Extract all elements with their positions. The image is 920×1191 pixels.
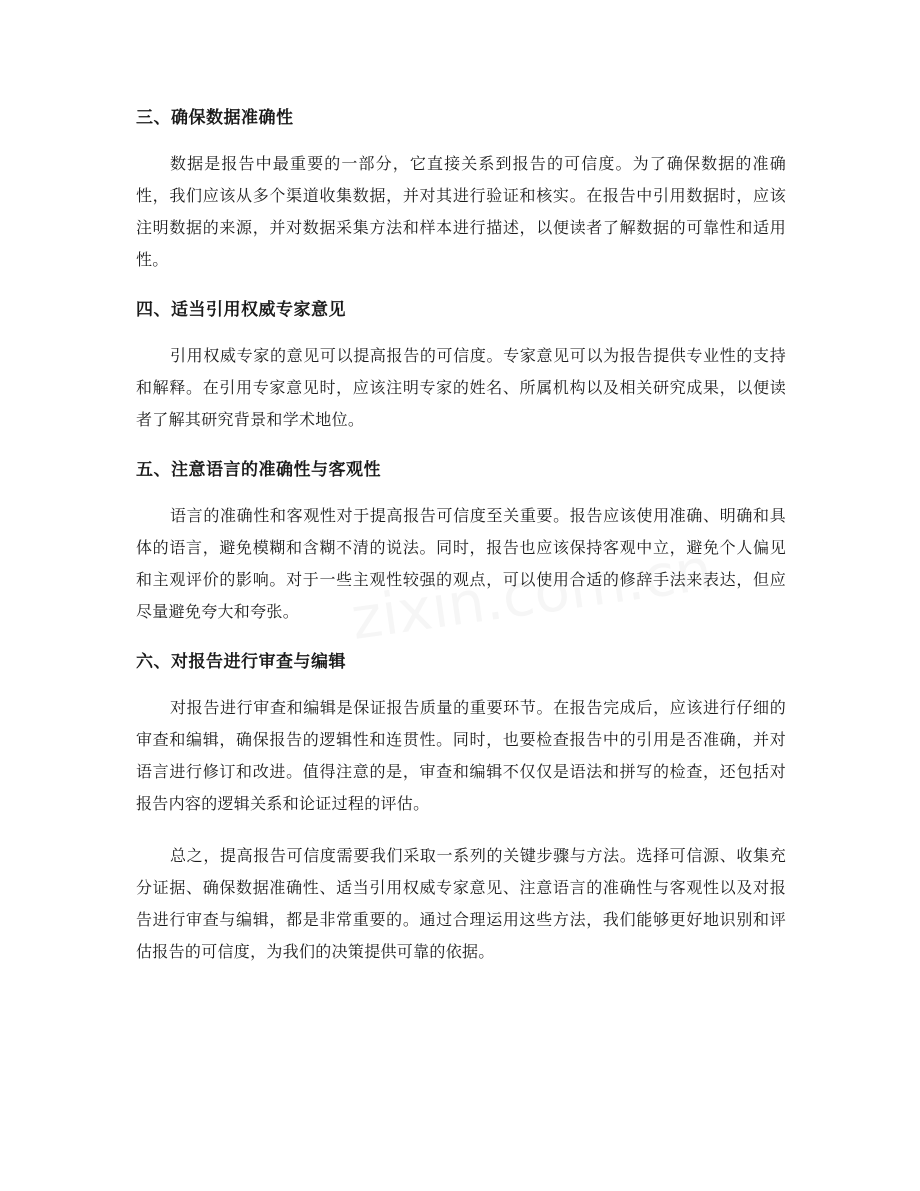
document-body [136,104,786,988]
section-paragraph: 语言的准确性和客观性对于提高报告可信度至关重要。报告应该使用准确、明确和具体的语言，避免模糊和含糊不清的说法。同时，报告也应该保持客观中立，避免个人偏见和主观评价的影响。对于一些主观性较强的观点，可以使用合适的修辞手法来表达，但应尽量避免夸大和夸张。 [136,506,786,621]
section-heading: 六、对报告进行审查与编辑 [136,652,346,672]
section-expert-opinion [136,296,786,436]
conclusion-paragraph: 总之，提高报告可信度需要我们采取一系列的关键步骤与方法。选择可信源、收集充分证据、确保数据准确性、适当引用权威专家意见、注意语言的准确性与客观性以及对报告进行审查与编辑，都是非常重要的。通过合理运用这些方法，我们能够更好地识别和评估报告的可信度，为我们的决策提供可靠的依据。 [136,846,786,961]
section-heading: 五、注意语言的准确性与客观性 [136,460,381,480]
section-heading: 三、确保数据准确性 [136,108,294,128]
section-data-accuracy [136,104,786,276]
section-heading: 四、适当引用权威专家意见 [136,300,346,320]
section-review-edit [136,648,786,820]
section-paragraph: 数据是报告中最重要的一部分，它直接关系到报告的可信度。为了确保数据的准确性，我们应该从多个渠道收集数据，并对其进行验证和核实。在报告中引用数据时，应该注明数据的来源，并对数据采集方法和样本进行描述，以便读者了解数据的可靠性和适用性。 [136,154,786,269]
section-language [136,456,786,628]
section-paragraph: 对报告进行审查和编辑是保证报告质量的重要环节。在报告完成后，应该进行仔细的审查和编辑，确保报告的逻辑性和连贯性。同时，也要检查报告中的引用是否准确，并对语言进行修订和改进。值得注意的是，审查和编辑不仅仅是语法和拼写的检查，还包括对报告内容的逻辑关系和论证过程的评估。 [136,698,786,813]
section-paragraph: 引用权威专家的意见可以提高报告的可信度。专家意见可以为报告提供专业性的支持和解释。在引用专家意见时，应该注明专家的姓名、所属机构以及相关研究成果，以便读者了解其研究背景和学术地位。 [136,346,786,429]
